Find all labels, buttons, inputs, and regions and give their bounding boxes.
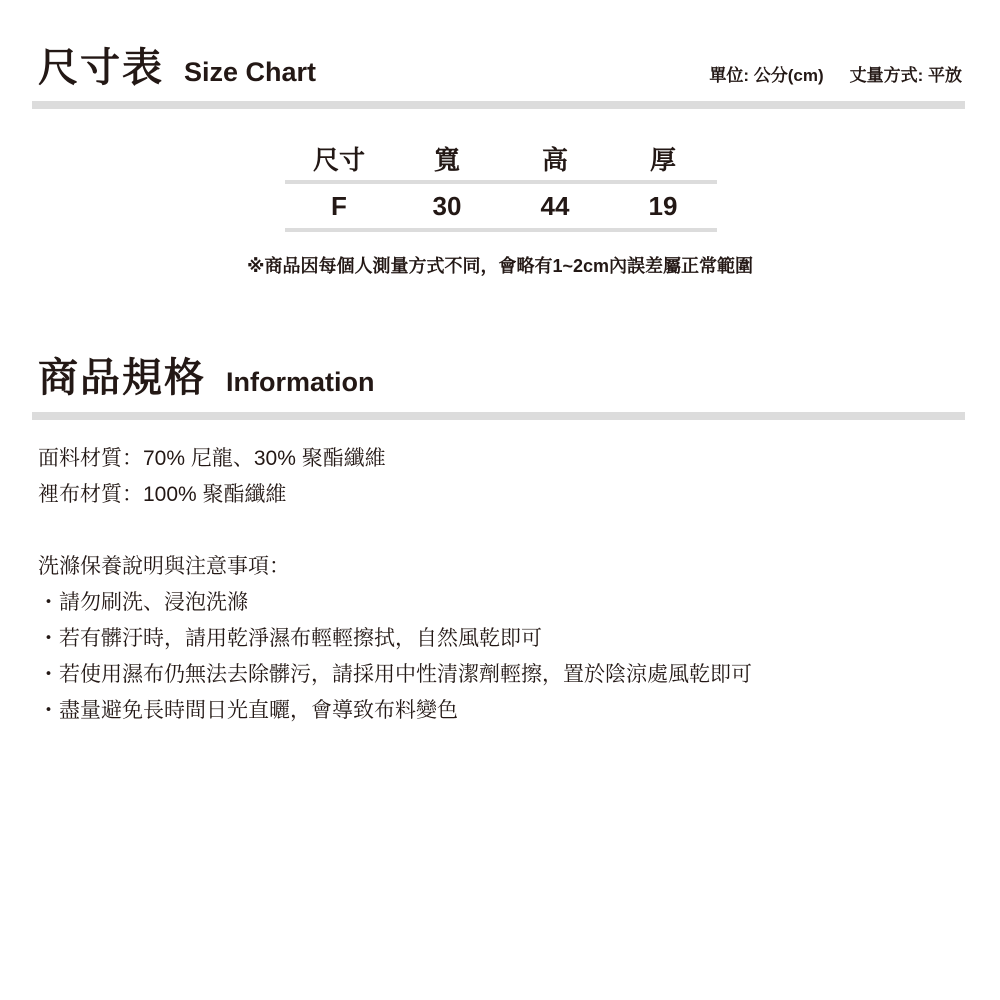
size-table-body xyxy=(285,182,717,230)
care-item: ・盡量避免長時間日光直曬，會導致布料變色 xyxy=(38,699,458,722)
size-cell-depth: 19 xyxy=(648,190,678,221)
size-table-head xyxy=(285,136,717,182)
information-header xyxy=(38,358,962,398)
material-line-outer: 面料材質：70% 尼龍、30% 聚酯纖維 xyxy=(38,447,386,470)
size-table-header-height: 高 xyxy=(541,144,568,175)
care-item: ・請勿刷洗、浸泡洗滌 xyxy=(38,591,248,614)
size-table-header-size: 尺寸 xyxy=(312,144,365,175)
size-table-header-width: 寬 xyxy=(433,144,460,175)
information-divider xyxy=(32,412,965,420)
unit-label: 單位: 公分(cm) xyxy=(709,66,824,85)
size-table-header-depth: 厚 xyxy=(649,144,676,175)
size-chart-header xyxy=(38,48,962,88)
size-cell-size: F xyxy=(331,190,347,221)
size-cell-width: 30 xyxy=(432,190,462,221)
care-item: ・若有髒汙時，請用乾淨濕布輕輕擦拭，自然風乾即可 xyxy=(38,627,542,650)
material-line-lining: 裡布材質：100% 聚酯纖維 xyxy=(38,483,287,506)
information-title-en: Information xyxy=(226,367,375,397)
size-chart-meta xyxy=(709,61,962,86)
care-item: ・若使用濕布仍無法去除髒污，請採用中性清潔劑輕擦，置於陰涼處風乾即可 xyxy=(38,663,752,686)
size-table xyxy=(285,136,717,232)
information-title-zh: 商品規格 xyxy=(38,356,206,400)
size-table-header-row xyxy=(285,136,717,182)
measure-method-label: 丈量方式: 平放 xyxy=(849,66,962,85)
measurement-note: ※商品因每個人測量方式不同，會略有1~2cm內誤差屬正常範圍 xyxy=(246,256,754,276)
care-instructions-title: 洗滌保養說明與注意事項： xyxy=(38,555,290,578)
size-chart-divider xyxy=(32,101,965,109)
size-cell-height: 44 xyxy=(540,190,570,221)
size-chart-title-zh: 尺寸表 xyxy=(38,46,164,90)
size-table-row xyxy=(285,182,717,230)
size-chart-title-en: Size Chart xyxy=(184,57,317,87)
information-body xyxy=(38,441,962,729)
